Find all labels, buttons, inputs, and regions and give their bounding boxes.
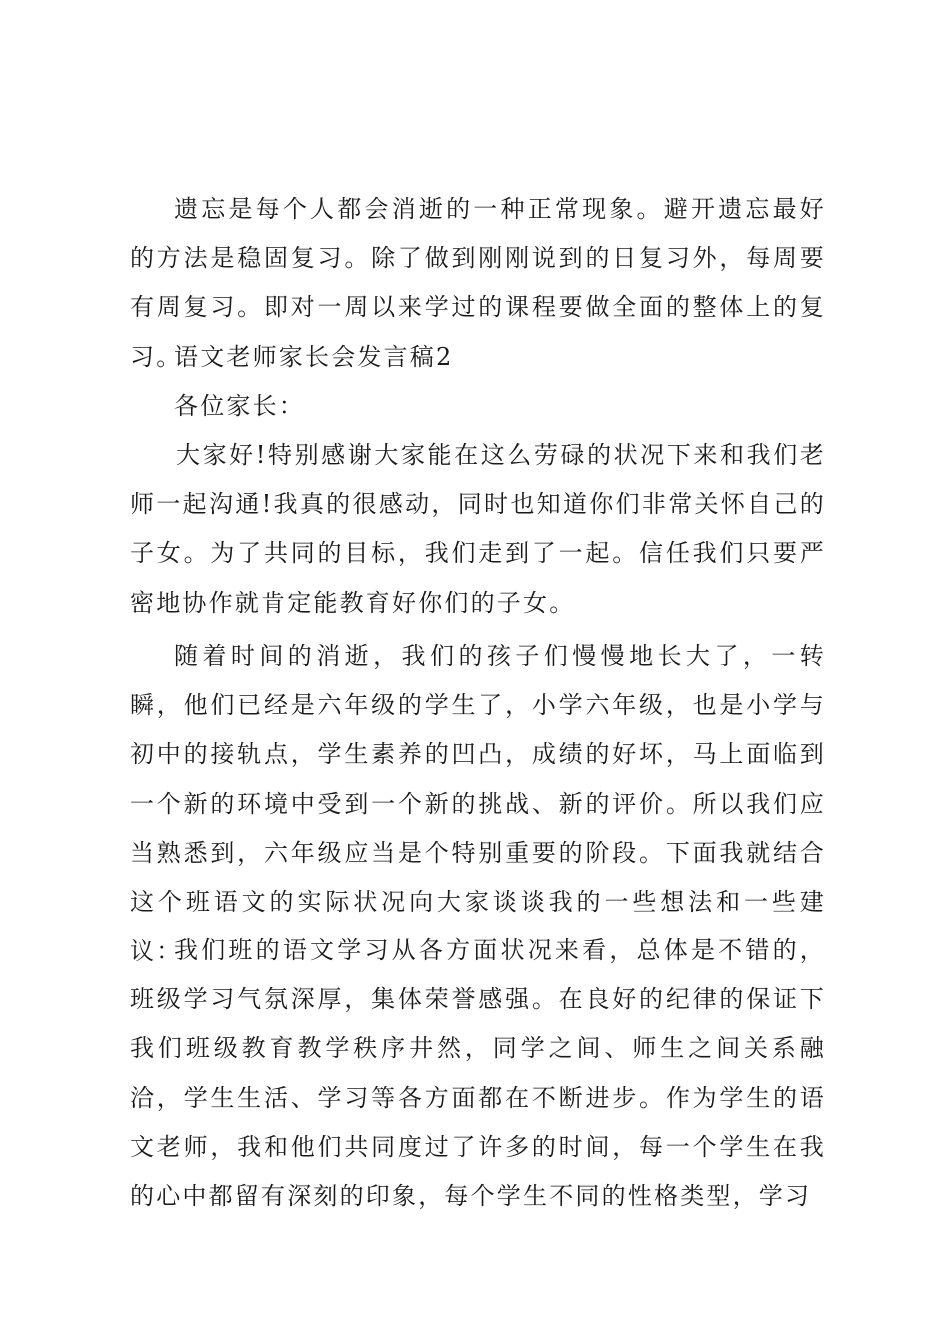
- paragraph-review: 遗忘是每个人都会消逝的一种正常现象。避开遗忘最好的方法是稳固复习。除了做到刚刚说到的日复习外，每周要有周复习。即对一周以来学过的课程要做全面的整体上的复习。: [130, 195, 826, 371]
- paragraph-class-overview: 我们班的语文学习从各方面状况来看，总体是不错的，班级学习气氛深厚，集体荣誉感强。在良好的纪律的保证下我们班级教育教学秩序井然，同学之间、师生之间关系融洽，学生生活、学习等各方面都在不断进步。作为学生的语文老师，我和他们共同度过了许多的时间，每一个学生在我的心中都留有深刻的印象，每个学生不同的性格类型，学习: [130, 936, 826, 1211]
- speech-title: 语文老师家长会发言稿2: [174, 343, 454, 371]
- greeting-line: 各位家长：: [174, 392, 305, 420]
- paragraph-welcome: 大家好!特别感谢大家能在这么劳碌的状况下来和我们老师一起沟通!我真的很感动，同时也知道你们非常关怀自己的子女。为了共同的目标，我们走到了一起。信任我们只要严密地协作就肯定能教育好你们的子女。: [130, 441, 826, 617]
- paragraph-sixth-grade: 随着时间的消逝，我们的孩子们慢慢地长大了，一转瞬，他们已经是六年级的学生了，小学六年级，也是小学与初中的接轨点，学生素养的凹凸，成绩的好坏，马上面临到一个新的环境中受到一个新的挑战、新的评价。所以我们应当熟悉到，六年级应当是个特别重要的阶段。下面我就结合这个班语文的实际状况向大家谈谈我的一些想法和一些建议：: [130, 642, 826, 966]
